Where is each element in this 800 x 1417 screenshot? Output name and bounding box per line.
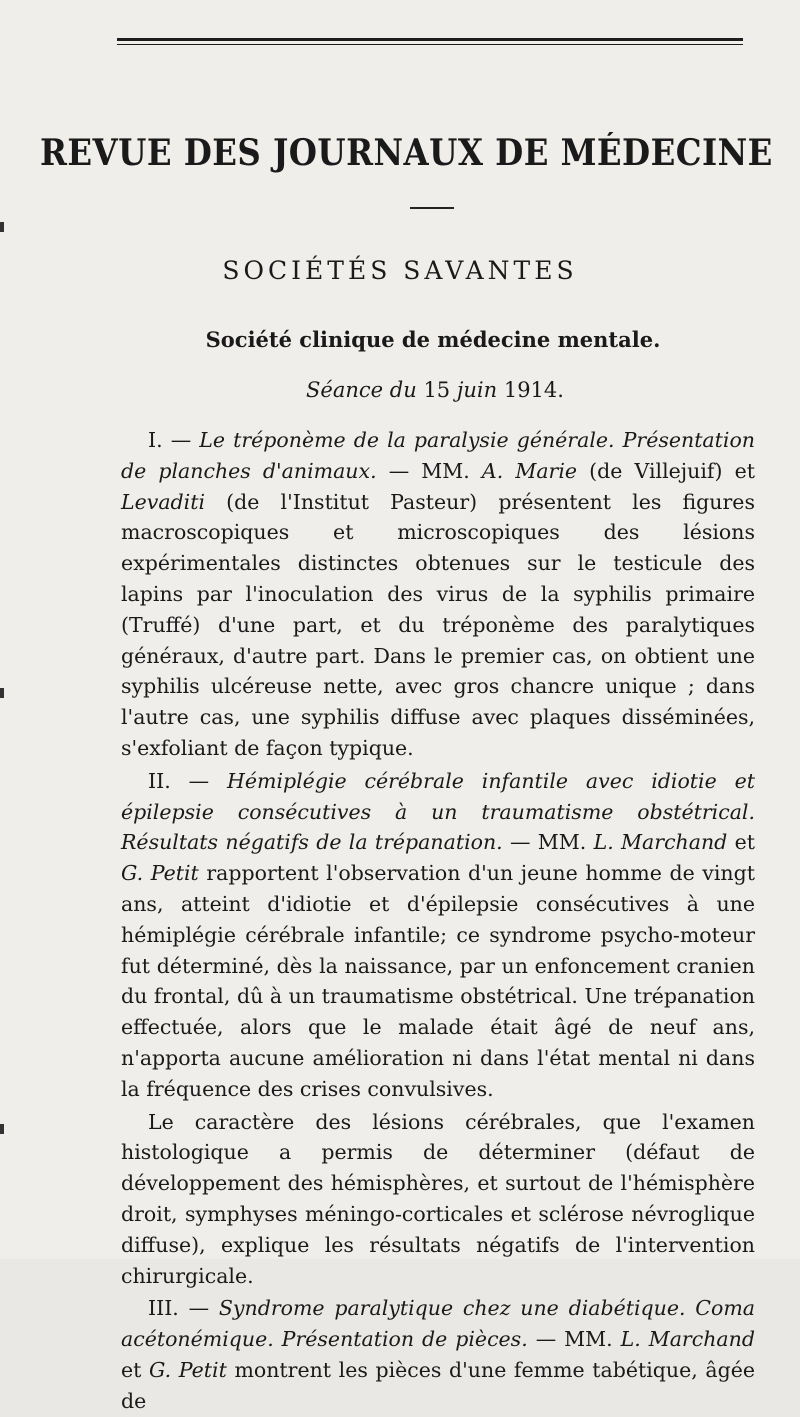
item-number: III. — [148,1296,210,1321]
item-number: II. — [148,768,210,793]
session-month: juin [456,378,498,402]
author-name: Levaditi [121,489,206,514]
thin-rule [117,44,743,45]
item-sep: — MM. [510,830,587,855]
author-affiliation: et [734,830,755,855]
author-name: L. Marchand [593,830,728,855]
session-prefix: Séance du [306,378,417,402]
session-year: 1914. [503,378,564,402]
header-rules [117,38,743,45]
scan-edge-mark [0,688,4,698]
author-affiliation: et [121,1357,142,1382]
title-divider [410,207,454,209]
item-title: Syndrome paralytique chez une diabétique. Coma acétonémique. Présentation de pièces. [121,1296,755,1352]
item-2 [121,766,755,1105]
thick-rule [117,38,743,41]
item-1 [121,425,755,764]
item-number: I. — [148,428,192,452]
author-affiliation: (de l'Institut Pasteur) [226,489,478,514]
author-name: L. Marchand [620,1327,755,1352]
item-3 [121,1293,755,1416]
item-text: rapportent l'observation d'un jeune homme de vingt ans, atteint d'idiotie et d'épilepsie consécutives à une hémiplégie cérébrale infantile; ce syndrome psycho-moteur fut déterminé, dès la naissance, par un enfoncement cranien du frontal, dû à un traumatisme obstétrical. Une trépanation effectuée, alors que le malade était âgé de neuf ans, n'apporta aucune amélioration ni dans l'état mental ni dans la fréquence des crises convulsives. [121,861,755,1101]
scan-edge-mark [0,222,4,232]
author-name: G. Petit [121,861,199,886]
item-text: présentent les figures macroscopiques et microscopiques des lésions expérimentales distinctes obtenues sur le testicule des lapins par l'inoculation des virus de la syphilis primaire (Truffé) d'une part, et du tréponème des paralytiques généraux, d'autre part. Dans le premier cas, on obtient une syphilis ulcéreuse nette, avec gros chancre unique ; dans l'autre cas, une syphilis diffuse avec plaques disséminées, s'exfoliant de façon typique. [121,489,755,760]
author-affiliation: (de Villejuif) et [589,458,755,483]
item-title: Le tréponème de la paralysie générale. Présentation de planches d'animaux. [121,428,755,483]
author-name: A. Marie [481,458,578,483]
scan-edge-mark [0,1124,4,1134]
section-title: SOCIÉTÉS SAVANTES [222,256,578,285]
item-title: Hémiplégie cérébrale infantile avec idiotie et épilepsie consécutives à un traumatisme obstétrical. Résultats négatifs de la trépanation. [121,768,755,855]
item-sep: — MM. [388,458,470,483]
author-name: G. Petit [149,1357,227,1382]
item-2-continued: Le caractère des lésions cérébrales, que l'examen histologique a permis de déterminer (défaut de développement des hémisphères, et surtout de l'hémisphère droit, symphyses méningo-corticales et sclérose névroglique diffuse), explique les résultats négatifs de l'intervention chirurgicale. [121,1109,755,1288]
journal-title: REVUE DES JOURNAUX DE MÉDECINE [40,132,773,174]
session-day: 15 [423,378,451,402]
item-text: montrent les pièces d'une femme tabétique, âgée de [121,1357,755,1413]
article-body [121,425,755,1417]
session-date [0,378,800,402]
item-sep: — MM. [535,1327,613,1352]
society-title: Société clinique de médecine mentale. [205,327,661,352]
